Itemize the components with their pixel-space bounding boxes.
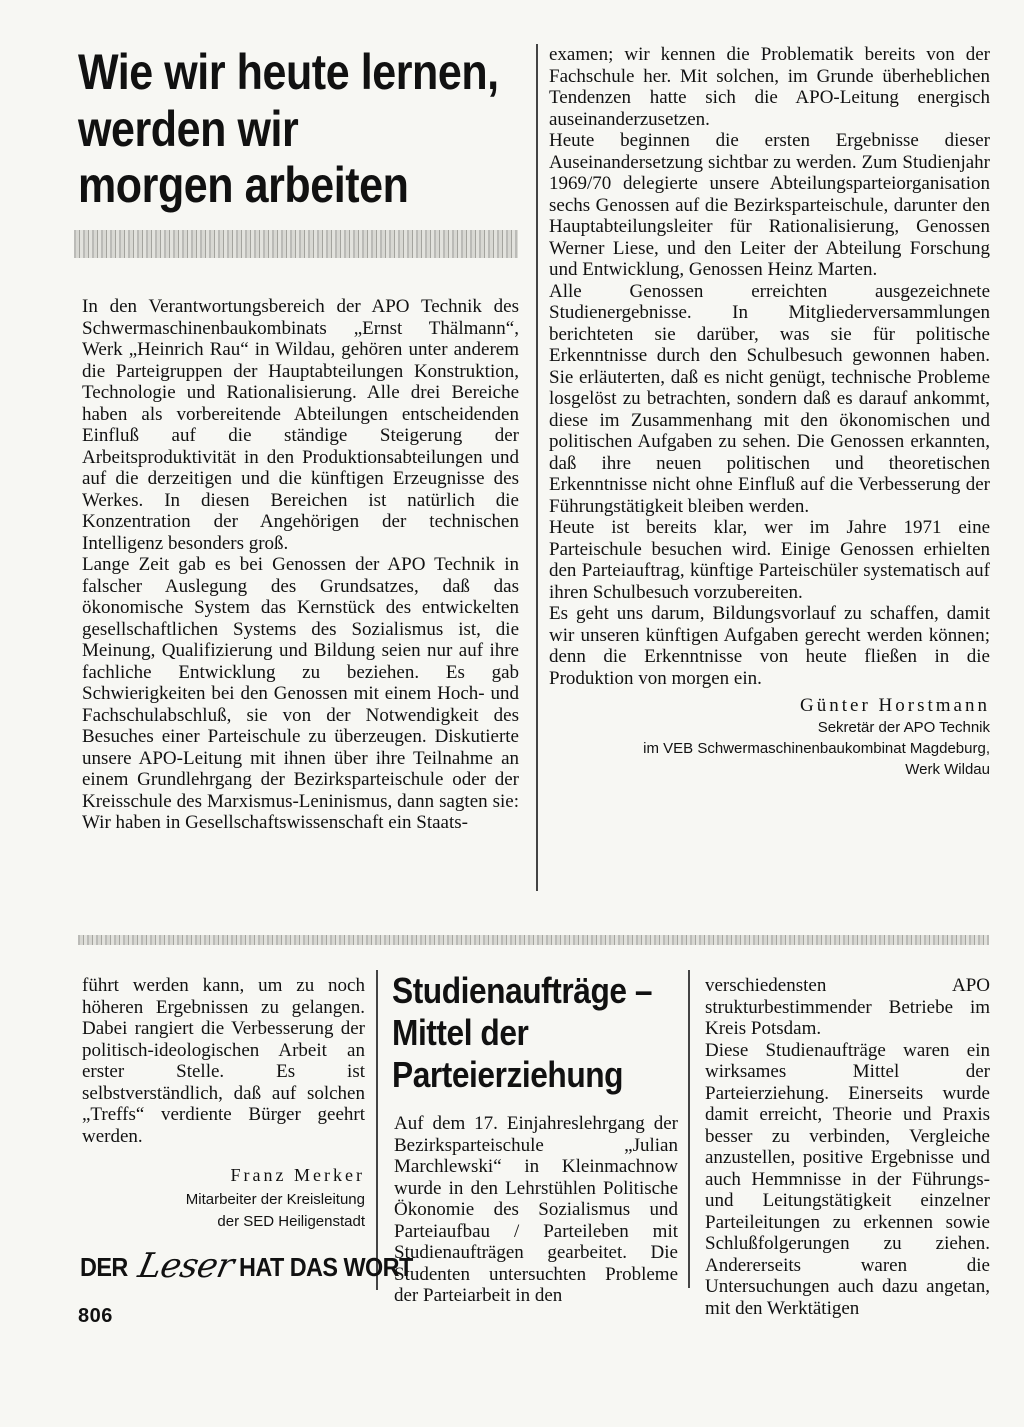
column-divider-bottom-right xyxy=(688,970,690,1288)
sub-headline-line-2: Mittel der xyxy=(392,1012,529,1054)
small-left-role-line-1: Mitarbeiter der Kreisleitung xyxy=(185,1190,365,1208)
column-divider-bottom-left xyxy=(376,970,378,1290)
right-paragraph-3: Alle Genossen erreichten ausgezeichnete Studienergebnisse. In Mitgliederversammlungen berichteten sie darüber, was sie für politische Erkenntnisse durch den Schulbesuch gewonnen haben. Sie erläuterten, daß es nicht genügt, technische Probleme losgelöst zu betrachten, sondern daß es darauf ankommt, diese im Zusammenhang mit den ökonomischen und politischen Aufgaben zu sehen. Die Genossen erkannten, daß ihre neuen politischen und theoretischen Erkenntnisse nicht ohne Einfluß auf die Verbesserung der Führungstätigkeit bleiben werden. xyxy=(549,280,990,517)
author-signature: Günter Horstmann xyxy=(800,695,990,716)
sub-headline-line-1: Studienaufträge – xyxy=(392,970,653,1011)
small-article-left xyxy=(82,975,365,1231)
page-number: 806 xyxy=(78,1305,113,1327)
logo-script-text: Leser xyxy=(134,1246,238,1286)
small-article-right xyxy=(705,975,990,1319)
right-paragraph-4: Heute ist bereits klar, wer im Jahre 1971 eine Parteischule besuchen wird. Einige Genossen erhielten den Parteiauftrag, künftige Parteischüler systematisch auf ihren Schulbesuch vorzubereiten. xyxy=(549,517,990,603)
small-mid-paragraph: Auf dem 17. Einjahreslehrgang der Bezirksparteischule „Julian Marchlewski“ in Kleinmachnow wurde in den Lehrstühlen Politische Ökonomie des Sozialismus und Parteiaufbau / Parteileben mit Studienaufträgen gearbeitet. Die Studenten untersuchten Probleme der Parteiarbeit in den xyxy=(394,1113,678,1306)
headline-line-3: morgen arbeiten xyxy=(78,157,409,213)
decorative-stripe-top xyxy=(74,230,518,258)
main-headline xyxy=(78,44,499,214)
author-role-line-3: Werk Wildau xyxy=(905,761,990,778)
author-role-line-1: Sekretär der APO Technik xyxy=(817,719,990,736)
small-left-signature: Franz Merker xyxy=(230,1165,365,1185)
right-paragraph-2: Heute beginnen die ersten Ergebnisse dieser Auseinandersetzung sichtbar zu werden. Zum Studienjahr 1969/70 delegierte unsere Abteilungsparteiorganisation sechs Genossen auf die Bezirksparteischule, darunter den Hauptabteilungsleiter für Rationalisierung, Genossen Werner Liese, und den Leiter der Abteilung Forschung und Entwicklung, Genossen Heinz Marten. xyxy=(549,130,990,280)
left-paragraph-1: In den Verantwortungsbereich der APO Technik des Schwermaschinenbaukombinats „Ernst Thälmann“, Werk „Heinrich Rau“ in Wildau, gehören unter anderem die Parteigruppen der Hauptabteilungen Konstruktion, Technologie und Rationalisierung. Alle drei Bereiche haben als vorbereitende Abteilungen entscheidenden Einfluß auf die ständige Steigerung der Arbeitsproduktivität in den Produktionsabteilungen und auf die derzeitigen und die künftigen Erzeugnisse des Werkes. In diesen Bereichen ist natürlich die Konzentration der Angehörigen der technischen Intelligenz besonders groß. xyxy=(82,296,519,554)
small-right-paragraph-1: verschiedensten APO strukturbestimmender Betriebe im Kreis Potsdam. xyxy=(705,975,990,1039)
article-left-column xyxy=(82,296,519,834)
headline-line-1: Wie wir heute lernen, xyxy=(78,44,499,100)
column-divider-top xyxy=(536,44,538,891)
logo-right-text: HAT DAS WORT xyxy=(239,1251,413,1282)
sub-headline xyxy=(392,970,656,1096)
decorative-stripe-middle xyxy=(78,935,989,945)
left-paragraph-2: Lange Zeit gab es bei Genossen der APO Technik in falscher Auslegung des Grundsatzes, daß das ökonomische System das Kernstück des entwickelten gesellschaftlichen Systems des Sozialismus ist, die Meinung, Qualifizierung und Bildung seien nur auf ihre fachliche Entwicklung zu beziehen. Es gab Schwierigkeiten bei den Genossen mit einem Hoch- und Fachschulabschluß, sie von der Notwendigkeit des Besuches einer Parteischule zu überzeugen. Diskutierte unsere APO-Leitung mit ihnen über ihre Teilnahme an einem Grundlehrgang der Bezirksparteischule oder der Kreisschule des Marxismus-Leninismus, dann sagten sie: Wir haben in Gesellschaftswissenschaft ein Staats- xyxy=(82,554,519,833)
small-left-role-line-2: der SED Heiligenstadt xyxy=(217,1212,365,1230)
headline-line-2: werden wir xyxy=(78,100,299,157)
leser-hat-das-wort-logo xyxy=(80,1241,413,1293)
logo-left-text: DER xyxy=(80,1251,128,1282)
article-right-column xyxy=(549,44,990,779)
small-right-paragraph-2: Diese Studienaufträge waren ein wirksames Mittel der Parteierziehung. Einerseits wurde damit erreicht, Theorie und Praxis besser zu verbinden, Vergleiche anzustellen, positive Ergebnisse und auch Hemmnisse in der Führungs- und Leitungstätigkeit einzelner Parteileitungen zu erkennen sowie Schlußfolgerungen zu ziehen. Andererseits waren die Untersuchungen auch dazu angetan, mit den Werktätigen xyxy=(705,1039,990,1319)
sub-headline-line-3: Parteierziehung xyxy=(392,1054,624,1096)
right-paragraph-1: examen; wir kennen die Problematik bereits von der Fachschule her. Mit solchen, im Grunde überheblichen Tendenzen hatte sich die APO-Leitung energisch auseinanderzusetzen. xyxy=(549,44,990,130)
author-role-line-2: im VEB Schwermaschinenbaukombinat Magdeburg, xyxy=(643,740,990,757)
small-article-middle xyxy=(394,1113,678,1307)
right-paragraph-5: Es geht uns darum, Bildungsvorlauf zu schaffen, damit wir unseren künftigen Aufgaben gerecht werden können; denn die Erkenntnisse von heute fließen in die Produktion von morgen ein. xyxy=(549,603,990,689)
small-left-paragraph: führt werden kann, um zu noch höheren Ergebnissen zu gelangen. Dabei rangiert die Verbesserung der politisch-ideologischen Arbeit an erster Stelle. Es ist selbstverständlich, daß auf solchen „Treffs“ verdiente Bürger geehrt werden. xyxy=(82,975,365,1147)
